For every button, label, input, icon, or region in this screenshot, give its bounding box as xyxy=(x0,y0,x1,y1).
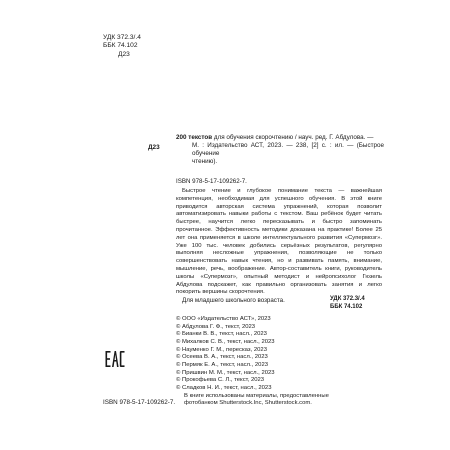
copyright-line: © ООО «Издательство АСТ», 2023 xyxy=(176,316,271,322)
bottom-classification xyxy=(330,296,365,311)
copyright-line: © Науменко Г. М., пересказ, 2023 xyxy=(176,346,267,353)
copyright-line: © Прокофьева С. Л., текст, 2023 xyxy=(176,377,265,384)
copyright-line: © Бианки В. В., текст, насл., 2023 xyxy=(176,331,267,338)
biblio-author-sign: Д23 xyxy=(148,144,160,151)
audience-note: Для младшего школьного возраста. xyxy=(182,297,285,304)
copyright-line: © Пришвин М. М., текст, насл., 2023 xyxy=(176,369,275,376)
copyright-note-line: В книге использованы материалы, предоставленные xyxy=(184,392,329,399)
copyright-line: © Пермяк Е. А., текст, насл., 2023 xyxy=(176,361,268,368)
annotation: Быстрое чтение и глубокое понимание текста — важнейшая компетенция, необходимая для успешного обучения. В этой книге приводится авторская система упражнений, которая позволит автоматизировать навыки работы с текстом. Ваш ребёнок будет читать быстрее, научится легко пересказывать и быстро запоминать прочитанное. Эффективность методики доказана на практике! Более 25 лет она применяется в школе интеллектуального развития «Супермозг». Уже 100 тыс. человек добились серьёзных результатов, регулярно выполняя несложные упражнения, позволяющие не только совершенствовать навык чтения, но и развивать память, внимание, мышление, речь, воображение. Автор-составитель книги, руководитель школы «Супермозг», опытный методист и нейропсихолог Гюзель Абдулова подскажет, как правильно организовать занятия и легко покорить вершины скорочтения. xyxy=(176,188,382,296)
eac-mark-icon xyxy=(105,350,125,368)
top-classification xyxy=(103,34,141,59)
book-title: 200 текстов xyxy=(176,134,213,141)
bbk-code-bottom: ББК 74.102 xyxy=(330,303,363,310)
bibliographic-record xyxy=(176,134,384,166)
bbk-code: ББК 74.102 xyxy=(103,42,138,50)
book-title-rest: для обучения скорочтению / науч. ред. Г. Абдулова. — xyxy=(212,134,374,141)
copyright-line: © Абдулова Г. Ф., текст, 2023 xyxy=(176,323,256,330)
isbn-main: ISBN 978-5-17-109262-7. xyxy=(176,178,247,185)
udk-code-bottom: УДК 372.3/.4 xyxy=(330,296,365,302)
copyright-line: © Михалков С. В., текст, насл., 2023 xyxy=(176,338,275,345)
isbn-bottom: ISBN 978-5-17-109262-7. xyxy=(103,399,176,406)
copyright-line: © Сладков Н. И., текст, насл., 2023 xyxy=(176,384,272,391)
copyright-line: © Осеева В. А., текст, насл., 2023 xyxy=(176,354,268,361)
copyright-note-line: фотобанком Shutterstock.Inc, Shutterstock.com. xyxy=(184,400,312,407)
series-line: чтению). xyxy=(192,158,218,165)
udk-code: УДК 372.3/.4 xyxy=(103,34,141,41)
copyright-list xyxy=(176,316,329,408)
publisher-line: М. : Издательство АСТ, 2023. — 238, [2] с. : ил. — (Быстрое обучение xyxy=(192,142,384,157)
author-sign: Д23 xyxy=(118,50,130,58)
